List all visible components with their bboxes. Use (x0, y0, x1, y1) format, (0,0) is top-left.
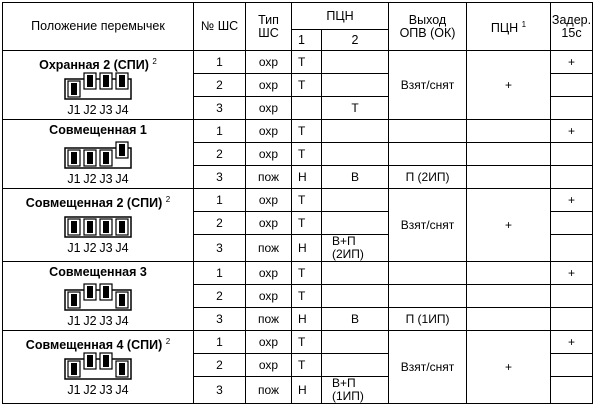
jumper-icon-3 (100, 73, 112, 89)
header-shs-type (246, 3, 292, 51)
shs-number-cell: 1 (194, 51, 246, 74)
mode-name (3, 335, 193, 353)
jumper-icon-4 (116, 142, 128, 158)
header-delay-line1: Задер. (551, 12, 592, 27)
pcn-2-value-cell: + (467, 51, 551, 120)
mode-footnote: 2 (165, 337, 171, 346)
shs-type-cell: охр (246, 97, 292, 120)
mode-footnote: 2 (152, 57, 157, 66)
jumper-label-4: J4 (115, 241, 129, 255)
pcn2-value-cell (322, 331, 389, 354)
mode-name (3, 55, 193, 73)
jumper-label-1: J1 (67, 103, 81, 117)
jumper-block-icon (64, 352, 132, 380)
output-value-cell: Взят/снят (389, 331, 467, 404)
delay-value-cell: + (551, 262, 593, 285)
shs-number-cell: 2 (194, 285, 246, 308)
delay-value-cell (551, 143, 593, 166)
jumper-labels (3, 384, 193, 397)
jumper-icon-2 (84, 353, 96, 369)
output-value-cell (389, 262, 467, 285)
mode-name-text: Совмещенная 2 (СПИ) (25, 196, 163, 211)
pcn1-value-cell: Т (292, 212, 322, 235)
pcn-2-value-cell (467, 262, 551, 285)
table-header (3, 3, 593, 51)
jumper-label-2: J2 (83, 383, 97, 397)
jumper-block (3, 72, 193, 103)
output-value-cell: П (2ИП) (389, 166, 467, 189)
jumper-block-icon (64, 210, 132, 238)
pcn2-value-cell (322, 143, 389, 166)
output-value-cell (389, 120, 467, 143)
delay-value-cell (551, 377, 593, 404)
jumper-labels (3, 104, 193, 117)
mode-name-text: Совмещенная 4 (СПИ) (25, 338, 163, 353)
jumper-icon-3 (100, 150, 112, 166)
shs-number-cell: 1 (194, 120, 246, 143)
header-delay (551, 3, 593, 51)
jumper-icon-1 (68, 292, 80, 308)
jumper-icon-3 (100, 219, 112, 235)
output-value-cell: П (1ИП) (389, 308, 467, 331)
header-type-line2: ШС (258, 25, 279, 40)
shs-type-cell: пож (246, 308, 292, 331)
output-value-cell (389, 143, 467, 166)
jumper-label-3: J3 (99, 241, 113, 255)
shs-number-cell: 3 (194, 377, 246, 404)
header-pcn2-footnote: 1 (521, 19, 527, 29)
pcn2-value-cell: Т (322, 97, 389, 120)
jumper-label-4: J4 (115, 383, 129, 397)
shs-number-cell: 2 (194, 74, 246, 97)
jumper-icon-2 (84, 150, 96, 166)
pcn2-value-cell (322, 120, 389, 143)
jumper-label-3: J3 (99, 314, 113, 328)
pcn1-value-cell: Т (292, 74, 322, 97)
jumper-position-cell (3, 189, 194, 262)
mode-name (3, 266, 193, 281)
shs-number-cell: 1 (194, 189, 246, 212)
header-pcn2-text: ПЦН (490, 21, 519, 36)
pcn1-value-cell: Н (292, 308, 322, 331)
jumper-label-2: J2 (83, 172, 97, 186)
jumper-label-2: J2 (83, 314, 97, 328)
shs-number-cell: 3 (194, 235, 246, 262)
jumper-label-2: J2 (83, 241, 97, 255)
pcn-2-value-cell (467, 120, 551, 143)
pcn2-value-cell (322, 189, 389, 212)
jumper-label-1: J1 (67, 314, 81, 328)
pcn2-value-cell (322, 262, 389, 285)
shs-number-cell: 3 (194, 166, 246, 189)
header-pcn: ПЦН (292, 3, 389, 30)
jumper-icon-4 (116, 292, 128, 308)
header-type-line1: Тип (258, 12, 279, 27)
pcn2-value-cell (322, 51, 389, 74)
pcn2-value-cell: В (322, 308, 389, 331)
shs-number-cell: 2 (194, 143, 246, 166)
mode-name (3, 193, 193, 211)
pcn-2-value-cell: + (467, 189, 551, 262)
pcn2-value-cell (322, 354, 389, 377)
jumper-config-table (2, 2, 593, 404)
pcn1-value-cell: Т (292, 120, 322, 143)
jumper-icon-1 (68, 150, 80, 166)
pcn1-value-cell: Н (292, 377, 322, 404)
pcn1-value-cell: Т (292, 354, 322, 377)
shs-number-cell: 3 (194, 97, 246, 120)
jumper-label-1: J1 (67, 383, 81, 397)
jumper-label-4: J4 (115, 103, 129, 117)
shs-type-cell: охр (246, 262, 292, 285)
table-row (3, 120, 593, 143)
pcn1-value-cell: Т (292, 143, 322, 166)
jumper-labels (3, 242, 193, 255)
header-output-line1: Выход (408, 12, 447, 27)
delay-value-cell: + (551, 189, 593, 212)
shs-type-cell: охр (246, 285, 292, 308)
jumper-icon-2 (84, 284, 96, 300)
header-pcn-2 (467, 3, 551, 51)
jumper-icon-1 (68, 361, 80, 377)
delay-value-cell (551, 74, 593, 97)
table-row (3, 51, 593, 74)
table-body (3, 51, 593, 404)
header-position: Положение перемычек (3, 3, 194, 51)
jumper-icon-4 (116, 73, 128, 89)
shs-type-cell: пож (246, 377, 292, 404)
shs-type-cell: пож (246, 235, 292, 262)
pcn-2-value-cell (467, 166, 551, 189)
jumper-block (3, 283, 193, 314)
shs-type-cell: пож (246, 166, 292, 189)
pcn-2-value-cell (467, 285, 551, 308)
mode-name-text: Совмещенная 3 (49, 265, 147, 279)
output-value-cell (389, 285, 467, 308)
jumper-block (3, 210, 193, 241)
delay-value-cell: + (551, 120, 593, 143)
jumper-label-3: J3 (99, 383, 113, 397)
output-value-cell: Взят/снят (389, 189, 467, 262)
pcn2-value-cell: В (322, 166, 389, 189)
pcn1-value-cell (292, 97, 322, 120)
mode-footnote: 2 (165, 195, 171, 204)
pcn1-value-cell: Н (292, 235, 322, 262)
header-pcn-col1: 1 (292, 30, 322, 51)
delay-value-cell (551, 235, 593, 262)
jumper-icon-1 (68, 81, 80, 97)
output-value-cell: Взят/снят (389, 51, 467, 120)
jumper-label-2: J2 (83, 103, 97, 117)
table-row (3, 262, 593, 285)
jumper-position-cell (3, 331, 194, 404)
jumper-config-table-wrapper (2, 2, 593, 404)
mode-name-text: Совмещенная 1 (49, 123, 147, 137)
pcn2-value-cell (322, 212, 389, 235)
delay-value-cell: + (551, 331, 593, 354)
jumper-position-cell (3, 51, 194, 120)
jumper-icon-4 (116, 219, 128, 235)
delay-value-cell (551, 166, 593, 189)
pcn1-value-cell: Н (292, 166, 322, 189)
jumper-label-1: J1 (67, 172, 81, 186)
delay-value-cell (551, 308, 593, 331)
header-delay-line2: 15с (561, 25, 582, 40)
table-row (3, 331, 593, 354)
pcn2-value-cell: В+П (1ИП) (322, 377, 389, 404)
jumper-block (3, 352, 193, 383)
delay-value-cell (551, 97, 593, 120)
delay-value-cell (551, 354, 593, 377)
jumper-icon-3 (100, 284, 112, 300)
header-output (389, 3, 467, 51)
pcn2-value-cell (322, 74, 389, 97)
delay-value-cell: + (551, 51, 593, 74)
pcn2-value-cell (322, 285, 389, 308)
jumper-block (3, 141, 193, 172)
pcn-2-value-cell: + (467, 331, 551, 404)
pcn1-value-cell: Т (292, 331, 322, 354)
shs-type-cell: охр (246, 189, 292, 212)
jumper-label-4: J4 (115, 172, 129, 186)
jumper-label-1: J1 (67, 241, 81, 255)
delay-value-cell (551, 212, 593, 235)
jumper-block-icon (64, 72, 132, 100)
jumper-label-3: J3 (99, 172, 113, 186)
jumper-position-cell (3, 262, 194, 331)
pcn2-value-cell: В+П (2ИП) (322, 235, 389, 262)
jumper-labels (3, 315, 193, 328)
delay-value-cell (551, 285, 593, 308)
shs-number-cell: 3 (194, 308, 246, 331)
mode-name (3, 124, 193, 139)
jumper-icon-4 (116, 361, 128, 377)
jumper-icon-3 (100, 353, 112, 369)
shs-type-cell: охр (246, 120, 292, 143)
pcn1-value-cell: Т (292, 189, 322, 212)
jumper-label-4: J4 (115, 314, 129, 328)
pcn1-value-cell: Т (292, 262, 322, 285)
pcn-2-value-cell (467, 143, 551, 166)
shs-number-cell: 1 (194, 331, 246, 354)
header-pcn-col2: 2 (322, 30, 389, 51)
jumper-block-icon (64, 283, 132, 311)
shs-number-cell: 2 (194, 212, 246, 235)
header-output-line2: ОПВ (ОК) (399, 25, 456, 40)
mode-name-text: Охранная 2 (СПИ) (39, 58, 149, 73)
header-shs-number: № ШС (194, 3, 246, 51)
shs-type-cell: охр (246, 51, 292, 74)
shs-number-cell: 1 (194, 262, 246, 285)
shs-number-cell: 2 (194, 354, 246, 377)
pcn1-value-cell: Т (292, 285, 322, 308)
shs-type-cell: охр (246, 212, 292, 235)
pcn-2-value-cell (467, 308, 551, 331)
jumper-icon-2 (84, 219, 96, 235)
jumper-label-3: J3 (99, 103, 113, 117)
shs-type-cell: охр (246, 331, 292, 354)
jumper-labels (3, 173, 193, 186)
jumper-position-cell (3, 120, 194, 189)
table-row (3, 189, 593, 212)
jumper-icon-2 (84, 73, 96, 89)
shs-type-cell: охр (246, 74, 292, 97)
jumper-icon-1 (68, 219, 80, 235)
jumper-block-icon (64, 141, 132, 169)
pcn1-value-cell: Т (292, 51, 322, 74)
shs-type-cell: охр (246, 143, 292, 166)
shs-type-cell: охр (246, 354, 292, 377)
